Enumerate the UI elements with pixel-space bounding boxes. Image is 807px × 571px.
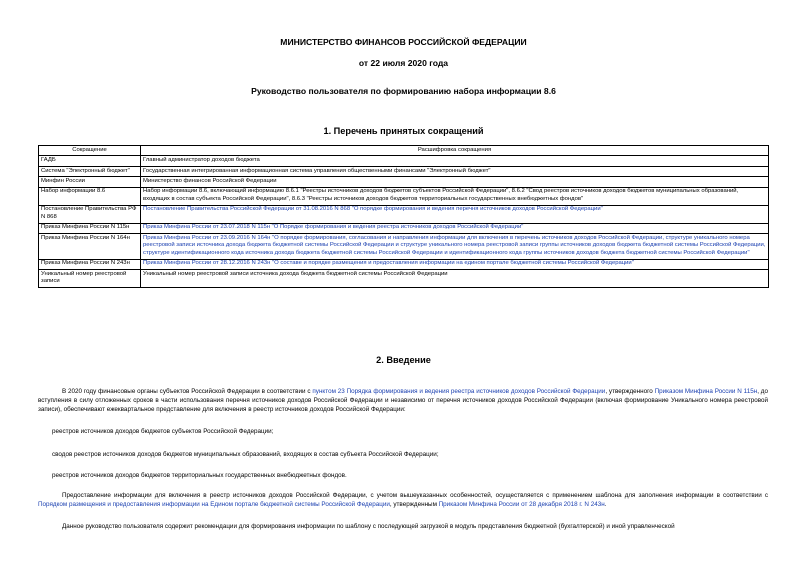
table-row <box>39 156 769 166</box>
section1-title: 1. Перечень принятых сокращений <box>323 126 484 136</box>
abbr-cell: Уникальный номер реестровой записи <box>39 269 141 287</box>
table-row <box>39 233 769 259</box>
table-row <box>39 259 769 269</box>
order-243n-link[interactable]: Приказом Минфина России от 28 декабря 2018 г. N 243н <box>438 500 605 508</box>
decoding-cell: Государственная интегрированная информационная система управления общественными финансами "Электронный бюджет" <box>141 166 769 176</box>
decoding-cell: Главный администратор доходов бюджета <box>141 156 769 166</box>
table-row <box>39 269 769 287</box>
paragraph-text: , утвержденным <box>389 500 439 508</box>
abbr-cell: Система "Электронный бюджет" <box>39 166 141 176</box>
intro-paragraph-3 <box>38 523 768 532</box>
column-header-decoding: Расшифровка сокращения <box>141 146 769 156</box>
document-date: от 22 июля 2020 года <box>358 58 449 68</box>
abbr-cell: ГАДБ <box>39 156 141 166</box>
table-row <box>39 205 769 223</box>
paragraph-text: Предоставление информации для включения в реестр источников доходов Российской Федерации, с учетом вышеуказанных особенностей, осуществляется с применением шаблона для заполнения информации в соответствии с <box>62 492 768 499</box>
intro-paragraph-1 <box>38 388 768 414</box>
column-header-abbreviation: Сокращение <box>39 146 141 156</box>
paragraph-text: , утвержденного <box>605 388 655 395</box>
portal-procedure-link[interactable]: Порядком размещения и предоставления информации на Едином портале бюджетной системы Российской Федерации <box>38 500 390 508</box>
ministry-heading: МИНИСТЕРСТВО ФИНАНСОВ РОССИЙСКОЙ ФЕДЕРАЦИИ <box>280 37 527 47</box>
list-item: реестров источников доходов бюджетов субъектов Российской Федерации; <box>52 428 274 435</box>
decoding-link-cell[interactable]: Постановление Правительства Российской Федерации от 31.08.2016 N 868 "О порядке формирования и ведения перечня источников доходов Российской Федерации" <box>141 205 769 223</box>
order-115n-point-23-link[interactable]: пунктом 23 Порядка формирования и ведения реестра источников доходов Российской Федерации <box>312 388 606 395</box>
order-115n-link[interactable]: Приказом Минфина России N 115н <box>654 388 758 395</box>
section2-title: 2. Введение <box>376 355 431 365</box>
abbr-cell: Приказ Минфина России N 243н <box>39 259 141 269</box>
decoding-link-cell[interactable]: Приказ Минфина России от 28.12.2016 N 243н "О составе и порядке размещения и предоставления информации на едином портале бюджетной системы Российской Федерации" <box>141 259 769 269</box>
abbr-cell: Набор информации 8.6 <box>39 187 141 205</box>
intro-paragraph-2 <box>38 492 768 510</box>
paragraph-text: Данное руководство пользователя содержит рекомендации для формирования информации по шаблону с последующей загрузкой в модуль представления бюджетной (бухгалтерской) и иной управленческой <box>62 523 675 530</box>
paragraph-text: В 2020 году финансовые органы субъектов Российской Федерации в соответствии с <box>62 388 313 395</box>
decoding-link-cell[interactable]: Приказ Минфина России от 23.07.2018 N 115н "О Порядке формирования и ведения реестра источников доходов Российской Федерации" <box>141 223 769 233</box>
list-item: сводов реестров источников доходов бюджетов муниципальных образований, входящих в состав субъекта Российской Федерации; <box>52 451 439 458</box>
decoding-link-cell[interactable]: Приказ Минфина России от 23.09.2016 N 164н "О порядке формирования, согласования и направления информации для включения в перечень источников доходов Российской Федерации, структуре уникального номера реестровой записи источника дохода бюджета бюджетной системы Российской Федерации и структуре уникального номера реестровой записи группы источников доходов бюджета бюджетной системы Российской Федерации, структуре идентификационного кода источника дохода бюджета бюджетной системы Российской Федерации и идентификационного кода группы источников доходов бюджета бюджетной системы Российской Федерации" <box>141 233 769 259</box>
table-row <box>39 223 769 233</box>
guide-title: Руководство пользователя по формированию набора информации 8.6 <box>251 86 556 96</box>
decoding-cell: Набор информации 8.6, включающий информацию 8.6.1 "Реестры источников доходов бюджетов субъектов Российской Федерации", 8.6.2 "Свод реестров источников доходов бюджетов муниципальных образований, входящих в состав субъекта Российской Федерации", 8.6.3 "Реестры источников доходов бюджетов территориальных государственных внебюджетных фондов" <box>141 187 769 205</box>
abbr-cell: Минфин России <box>39 177 141 187</box>
abbreviations-table <box>38 145 769 288</box>
decoding-cell: Уникальный номер реестровой записи источника дохода бюджета бюджетной системы Российской Федерации <box>141 269 769 287</box>
list-item: реестров источников доходов бюджетов территориальных государственных внебюджетных фондов. <box>52 472 347 479</box>
table-row <box>39 177 769 187</box>
abbr-cell: Постановление Правительства РФ N 868 <box>39 205 141 223</box>
paragraph-text: , до вступления в силу отложенных сроков в части использования перечня источников доходов Российской Федерации и независимо от перечня источников доходов Российской Федерации (включая формирование Уникального номера реестровой записи), обеспечивают ежеквартальное представление для включения в реестр источников доходов Российской Федерации: <box>38 388 768 413</box>
table-row <box>39 187 769 205</box>
abbr-cell: Приказ Минфина России N 164н <box>39 233 141 259</box>
abbr-cell: Приказ Минфина России N 115н <box>39 223 141 233</box>
decoding-cell: Министерство финансов Российской Федерации <box>141 177 769 187</box>
table-row <box>39 166 769 176</box>
table-header-row <box>39 146 769 156</box>
paragraph-text: . <box>604 500 607 508</box>
